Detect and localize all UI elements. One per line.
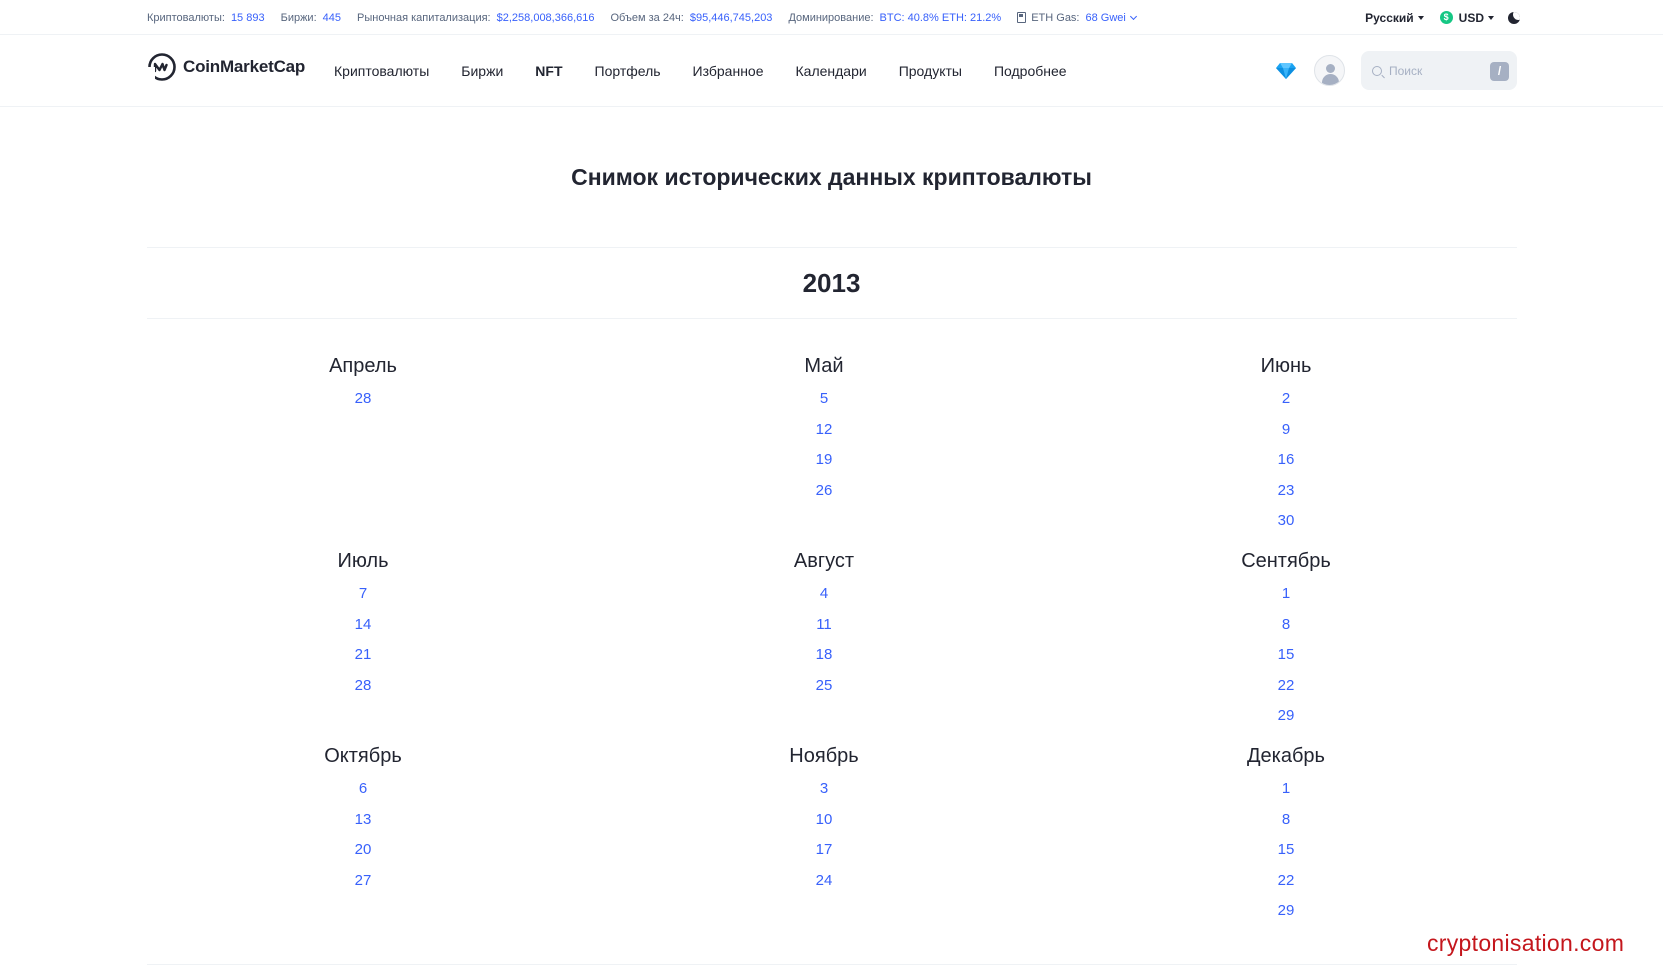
month-name: Октябрь	[324, 745, 402, 767]
snapshot-date-link[interactable]: 16	[1277, 451, 1295, 468]
month-name: Июль	[337, 550, 389, 572]
snapshot-date-link[interactable]: 28	[354, 390, 372, 407]
stat-market-cap	[357, 12, 595, 24]
month-october	[233, 743, 493, 901]
gas-pump-icon	[1017, 12, 1026, 23]
header-settings	[1365, 0, 1520, 35]
nav-item-exchanges[interactable]: Биржи	[461, 63, 504, 79]
nav-item-portfolio[interactable]: Портфель	[594, 63, 661, 79]
snapshot-date-link[interactable]: 25	[815, 676, 833, 694]
snapshot-date-link[interactable]: 3	[819, 780, 829, 797]
stat-volume	[611, 12, 773, 24]
month-may	[694, 353, 954, 511]
month-april	[233, 353, 493, 420]
month-november	[694, 743, 954, 901]
snapshot-date-link[interactable]: 13	[354, 810, 372, 828]
snapshot-date-link[interactable]: 4	[819, 585, 829, 602]
stat-label: Объем за 24ч:	[610, 11, 684, 24]
stat-label: Доминирование:	[788, 11, 874, 24]
language-selector[interactable]	[1365, 11, 1424, 25]
logo-link[interactable]	[148, 53, 305, 81]
snapshot-date-link[interactable]: 23	[1277, 481, 1295, 499]
month-name: Сентябрь	[1241, 550, 1331, 572]
snapshot-date-link[interactable]: 19	[815, 451, 833, 468]
stat-cryptocurrencies-link[interactable]: 15 893	[230, 11, 265, 24]
snapshot-date-link[interactable]: 22	[1277, 871, 1295, 889]
nav-item-more[interactable]: Подробнее	[993, 63, 1067, 79]
search-box[interactable]	[1361, 51, 1517, 90]
stat-gas-value: 68 Gwei	[1085, 11, 1126, 24]
stat-volume-link[interactable]: $95,446,745,203	[689, 11, 773, 24]
stat-label: ETH Gas:	[1031, 11, 1080, 24]
snapshot-date-link[interactable]: 1	[1281, 780, 1291, 797]
coinmarketcap-logo-icon	[148, 53, 176, 81]
snapshot-date-link[interactable]: 10	[815, 810, 833, 828]
snapshot-date-link[interactable]: 11	[816, 615, 832, 633]
caret-down-icon	[1488, 16, 1494, 20]
stat-exchanges-link[interactable]: 445	[322, 11, 341, 24]
divider	[147, 318, 1517, 319]
snapshot-date-link[interactable]: 8	[1281, 615, 1291, 633]
month-name: Август	[793, 550, 855, 572]
global-stats-bar	[0, 0, 1663, 35]
stat-label: Рыночная капитализация:	[357, 11, 491, 24]
stat-label: Криптовалюты:	[147, 11, 225, 24]
month-name: Июнь	[1260, 355, 1312, 377]
month-name: Апрель	[329, 355, 397, 377]
snapshot-date-link[interactable]: 26	[815, 481, 833, 499]
month-june	[1156, 353, 1416, 542]
stat-label: Биржи:	[280, 11, 317, 24]
stat-eth-gas[interactable]	[1017, 12, 1136, 24]
currency-selector[interactable]	[1440, 11, 1494, 25]
month-name: Ноябрь	[789, 745, 859, 767]
snapshot-date-link[interactable]: 21	[354, 646, 372, 663]
snapshot-date-link[interactable]: 15	[1277, 646, 1295, 663]
snapshot-date-link[interactable]: 17	[815, 841, 833, 858]
snapshot-date-link[interactable]: 29	[1277, 707, 1295, 724]
page-title: Снимок исторических данных криптовалюты	[571, 164, 1092, 190]
snapshot-date-link[interactable]: 24	[815, 871, 833, 889]
nav-item-cryptocurrencies[interactable]: Криптовалюты	[334, 63, 430, 79]
stat-dominance-link[interactable]: BTC: 40.8% ETH: 21.2%	[879, 11, 1002, 24]
stat-exchanges	[281, 12, 341, 24]
avatar-head	[1326, 64, 1335, 73]
nav-item-nft[interactable]: NFT	[535, 63, 563, 79]
snapshot-date-link[interactable]: 30	[1277, 512, 1295, 529]
watermark-text: cryptonisation.com	[1427, 930, 1625, 956]
snapshot-date-link[interactable]: 8	[1281, 810, 1291, 828]
search-placeholder: Поиск	[1389, 63, 1423, 78]
nav-item-calendars[interactable]: Календари	[795, 63, 867, 79]
main-navbar	[0, 35, 1663, 107]
avatar-body	[1322, 74, 1339, 86]
month-name: Май	[804, 355, 844, 377]
snapshot-date-link[interactable]: 2	[1281, 390, 1291, 407]
primary-nav	[334, 35, 1099, 107]
logo-text: CoinMarketCap	[183, 57, 306, 76]
snapshot-date-link[interactable]: 29	[1277, 902, 1295, 919]
month-august	[694, 548, 954, 706]
year-heading: 2013	[802, 268, 861, 298]
dollar-circle-icon: $	[1440, 11, 1453, 24]
nav-item-watchlist[interactable]: Избранное	[692, 63, 764, 79]
month-name: Декабрь	[1247, 745, 1325, 767]
moon-icon[interactable]	[1508, 12, 1520, 24]
user-avatar-icon[interactable]	[1314, 55, 1345, 86]
divider	[147, 964, 1517, 965]
snapshot-date-link[interactable]: 5	[819, 390, 829, 407]
global-stats	[147, 0, 1152, 35]
snapshot-date-link[interactable]: 27	[354, 871, 372, 889]
divider	[147, 247, 1517, 248]
currency-label: USD	[1458, 10, 1484, 25]
chevron-down-icon	[1130, 12, 1137, 19]
snapshot-date-link[interactable]: 1	[1281, 585, 1291, 602]
snapshot-date-link[interactable]: 20	[354, 841, 372, 858]
caret-down-icon	[1418, 16, 1424, 20]
stat-dominance	[788, 12, 1001, 24]
diamond-icon[interactable]	[1276, 62, 1296, 80]
snapshot-date-link[interactable]: 15	[1277, 841, 1295, 858]
snapshot-date-link[interactable]: 6	[358, 780, 368, 797]
language-label: Русский	[1365, 10, 1414, 25]
snapshot-date-link[interactable]: 9	[1281, 420, 1291, 438]
stat-market-cap-link[interactable]: $2,258,008,366,616	[496, 11, 595, 24]
month-december	[1156, 743, 1416, 932]
snapshot-date-link[interactable]: 14	[354, 615, 372, 633]
search-icon	[1372, 66, 1382, 76]
snapshot-date-link[interactable]: 7	[358, 585, 368, 602]
stat-cryptocurrencies	[147, 12, 265, 24]
month-july	[233, 548, 493, 706]
snapshot-date-link[interactable]: 18	[815, 646, 833, 663]
snapshot-date-link[interactable]: 12	[815, 420, 833, 438]
search-shortcut-key: /	[1490, 62, 1509, 81]
snapshot-date-link[interactable]: 22	[1277, 676, 1295, 694]
month-september	[1156, 548, 1416, 737]
nav-item-products[interactable]: Продукты	[898, 63, 962, 79]
snapshot-date-link[interactable]: 28	[354, 676, 372, 694]
